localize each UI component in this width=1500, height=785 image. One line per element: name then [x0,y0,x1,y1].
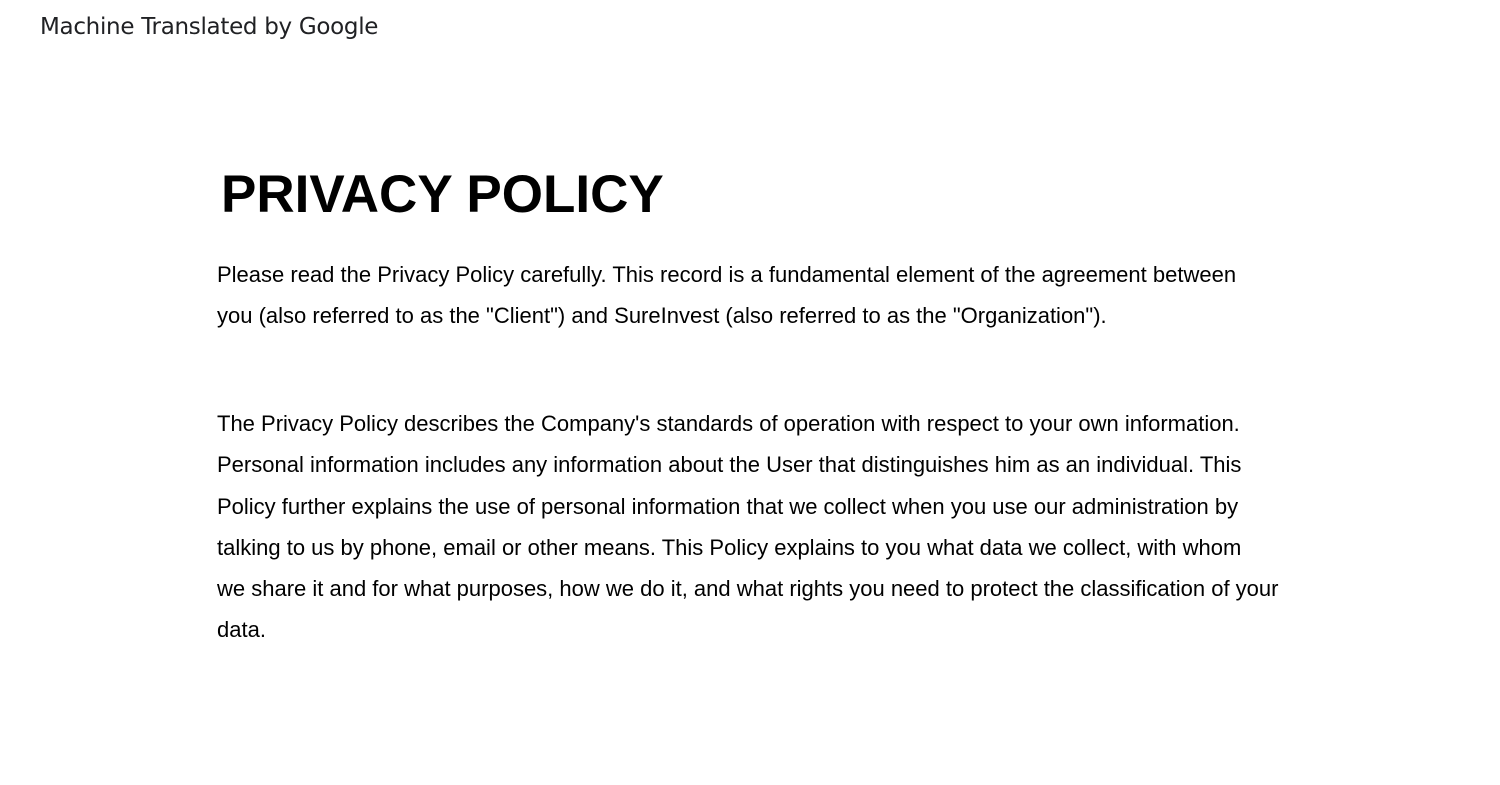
description-paragraph [217,403,1278,651]
text-line: we share it and for what purposes, how we do it, and what rights you need to protect the classification of your [217,576,1279,602]
page-title: PRIVACY POLICY [221,165,664,224]
text-line: The Privacy Policy describes the Company's standards of operation with respect to your own information. [217,411,1240,436]
text-line: Please read the Privacy Policy carefully. This record is a fundamental element of the agreement between [217,262,1237,287]
intro-paragraph [217,254,1236,337]
text-line: data. [217,617,266,643]
text-line: Policy further explains the use of personal information that we collect when you use our administration by [217,493,1239,519]
text-line: talking to us by phone, email or other means. This Policy explains to you what data we collect, with whom [217,534,1242,560]
text-line: you (also referred to as the "Client") and SureInvest (also referred to as the "Organization"). [217,303,1107,329]
machine-translation-banner: Machine Translated by Google [40,14,379,40]
text-line: Personal information includes any information about the User that distinguishes him as an individual. This [217,452,1242,478]
